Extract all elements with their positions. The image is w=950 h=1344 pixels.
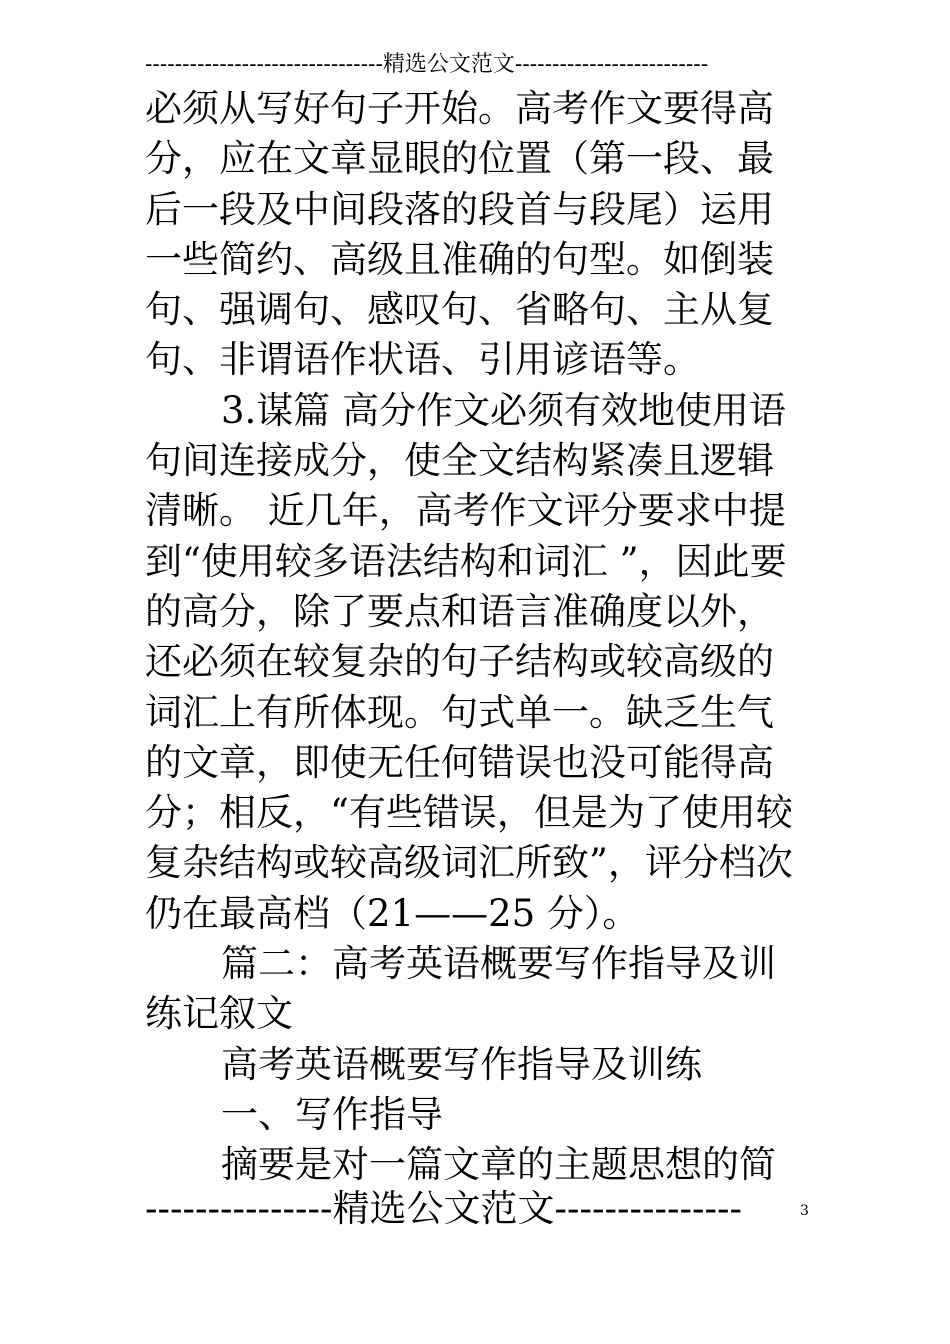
text-line: 还必须在较复杂的句子结构或较高级的 (145, 640, 774, 684)
text-line: 后一段及中间段落的段首与段尾）运用 (145, 187, 774, 231)
paragraph-start-line: 3.谋篇 高分作文必须有效地使用语 (221, 388, 787, 432)
text-line: 句、强调句、感叹句、省略句、主从复 (145, 288, 774, 332)
text-line: 仍在最高档（21——25 分）。 (145, 891, 640, 935)
heading-line: 一、写作指导 (221, 1092, 443, 1136)
section-title-line: 篇二：高考英语概要写作指导及训 (221, 942, 776, 986)
text-line: 分；相反，“有些错误，但是为了使用较 (145, 791, 793, 835)
text-line: 复杂结构或较高级词汇所致”，评分档次 (145, 841, 793, 885)
text-line: 句间连接成分，使全文结构紧凑且逻辑 (145, 439, 774, 483)
text-line: 必须从写好句子开始。高考作文要得高 (145, 87, 774, 130)
text-line: 到“使用较多语法结构和词汇 ”，因此要 (145, 539, 787, 583)
subtitle-line: 高考英语概要写作指导及训练 (221, 1042, 702, 1086)
text-line: 分，应在文章显眼的位置（第一段、最 (145, 137, 774, 181)
paragraph-start-line: 摘要是对一篇文章的主题思想的简 (221, 1143, 776, 1187)
text-line: 句、非谓语作状语、引用谚语等。 (145, 338, 700, 382)
text-line: 的文章，即使无任何错误也没可能得高 (145, 740, 774, 784)
page-header: --------------------------------精选公文范文-------------------------- (145, 52, 709, 77)
text-line: 的高分，除了要点和语言准确度以外， (145, 589, 774, 633)
page-footer: ---------------精选公文范文--------------- (145, 1187, 743, 1230)
document-body (145, 84, 815, 1191)
text-line: 清晰。 近几年，高考作文评分要求中提 (145, 489, 786, 533)
section-title-line: 练记叙文 (145, 992, 293, 1036)
text-line: 一些简约、高级且准确的句型。如倒装 (145, 237, 774, 281)
text-line: 词汇上有所体现。句式单一。缺乏生气 (145, 690, 774, 734)
page-number: 3 (800, 1203, 809, 1219)
